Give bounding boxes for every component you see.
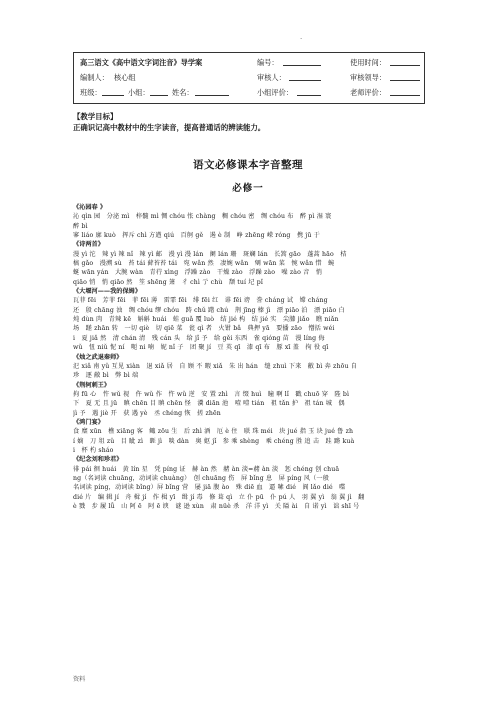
pinyin-line: 名词读 píng，动词读 bǐng）屏 bǐng 营 屡 jiā 腹 ào 殊 diē 血 逼 嗉 dié 阆 lǎo dié 喋 (73, 484, 346, 492)
pinyin-line: qiāo 悄 悄 qiāo 然 笙 shēng 箫 彳 chì 亍 chù 颓 tuí 圮 pǐ (73, 278, 264, 286)
pinyin-line: í 嫡 刀 俎 zǔ 目 眦 zì 睚 jì 啖 dàn 奥 妪 jǐ 参 乘 shèng 乘 chéng 胜 追 击 跬 蹡 kuà (73, 437, 355, 445)
group-eval-label: 小组评价： (257, 88, 293, 97)
author-label: 编制人： (80, 73, 109, 82)
name-label: 姓名： (172, 88, 194, 97)
review-leader-label: 审核领导： (350, 73, 386, 82)
section-heading: 《鸿门宴》 (73, 418, 104, 426)
pinyin-line: ng（名词读 chuāng，动词读 chuàng） 创 chuāng 伤 屏 bǐng 息 屏 píng 风（一般 (73, 474, 330, 482)
volume-subtitle: 必修一 (232, 183, 264, 194)
pinyin-line: 食 糜 xūn 樵 xiāng 客 鲰 zōu 生 后 zhì 酒 厄 è 住 联 珠 méi 块 jué 指 玉 块 jué 鲁 zh (73, 428, 354, 436)
goal-heading: 【教学目标】 (73, 112, 118, 121)
pinyin-content (73, 203, 423, 511)
pinyin-line: 蜒 wān yán 大腕 wàn 青荇 xìng 浮躁 zào 干燥 zào 浮躁 zào 噪 zào 音 悄 (73, 269, 323, 277)
pinyin-line: i 夏 jiǎ 然 清 chán 清 残 cán 头 给 jǐ 予 给 gěi 东西 雀 qióng 苗 漫 líng 侮 (73, 334, 325, 342)
section-heading: 《烛之武退秦师》 (73, 353, 123, 361)
pinyin-line: i 杯 杓 sháo (73, 446, 114, 454)
header-row-1 (80, 56, 420, 70)
section-heading: 《荆轲刺王》 (73, 381, 111, 389)
header-row-2 (80, 71, 420, 85)
section-heading: 《诗两首》 (73, 241, 104, 249)
footer-note: 资料 (73, 676, 86, 683)
goal-text: 正确识记高中教材中的生字读音，提高普通话的辨读能力。 (73, 123, 266, 132)
pinyin-line: wǔ 忸 niǔ 怩 ní 呃 ni 喃 妮 nǐ 子 团 聚 jí 豆 英 qī 漆 qī 布 豚 xī 盖 拘 役 qī (73, 344, 329, 352)
pinyin-line: 槁 gǎo 漫溯 sù 苔 tái 藓苔苔 tái 宛 wǎn 然 凄婉 wǎn 剜 wān 菜 惋 wǎn 惜 蜿 (73, 260, 335, 268)
section-heading: 《沁园春 》 (73, 204, 107, 211)
pinyin-line: 还 殷 chāng 浊 绸 chóu 缪 chóu 踌 chǔ 躇 chú 荆 jīng 榛 jì 漂 piāo 泊 漂 piāo 白 (73, 306, 345, 314)
pinyin-line: 炖 dùn 肉 青辣 kē 斛斛 huái 蛙 guǎ 覆 luò 结 jié 构 结 jié 实 尖膝 jiǎo 瞧 niǎn (73, 316, 339, 324)
pinyin-line: 下 夏 无 且 jū 瞋 chēn 目 瞋 chēn 怪 瀵 diān 池 噎 噎 tián 祖 tǎn 护 祖 tán 城 偶 (73, 400, 345, 408)
pinyin-line: 醉 bì (73, 222, 88, 230)
pinyin-line: 拘 fū 心 忤 wǔ 视 仵 wǔ 作 忤 wǔ 逆 安 置 zhì 言 缀 huì 瞳 啊 lǐ 戳 chuō 穿 陛 bì (73, 390, 350, 398)
top-mark: . (300, 33, 303, 41)
header-row-3 (80, 86, 420, 100)
pinyin-line: 珍 逐 敝 bì 弊 bì 端 (73, 372, 139, 380)
document-title: 语文必修课本字音整理 (193, 159, 303, 171)
pinyin-line: 氾 xiǎ 南 yǔ 互见 xiàn 退 xiǎ 居 自 顾 不 暇 xiǎ 朱 出 hán 缒 zhuì 下来 敝 bì 奔 zhōu 自 (73, 362, 358, 370)
reviewer-label: 审核人： (257, 73, 286, 82)
section-heading: 《纪念刘和珍君》 (73, 456, 123, 464)
pinyin-line: 寥 liáo 廓 kuò 挥斥 chì 方遒 qiú 百舸 gě 遏 è 制 峥 zhēng 嵘 róng 携 jū 于 (73, 232, 320, 240)
pinyin-line: 瓦菲 fēi 芳菲 fēi 菲 fēi 薄 雷霏 fēi 绯 fēi 红 诽 fēi 谤 誊 cháng 试 嫦 cháng (73, 297, 328, 305)
section-heading: 《大堰河——我的保姆》 (73, 288, 142, 296)
pinyin-line: è 戮 步 履 lǚ 山 阿 ē 阿 ē 谀 谜 逊 xùn 肃 nüè 杀 洋 洋 yì 关 隘 ài 自 诺 yì 诎 shī 号 (73, 503, 360, 510)
pinyin-line: 沁 qìn 园 分泌 mì 梓髓 mì 惆 chóu 怅 chàng 稠 chóu 密 绸 chóu 布 醉 pì 湿 寰 (73, 213, 332, 221)
pinyin-line: 场 蹉 zhān 转 一切 qiè 切 qiē 菜 瓮 qì 者 火钳 bǎ 典押 yā 要播 zāo 憎括 wéi (73, 325, 335, 333)
pinyin-line: 漫 yì 沱 辣 yì 辣 nǐ 辣 yì 邮 漫 yì 漫 lán 阑 lán 珊 斑斓 lán 长篙 gāo 蓬蒿 hāo 桔 (73, 250, 347, 258)
info-header-box (73, 52, 425, 104)
author-value: 核心组 (114, 73, 136, 82)
pinyin-line: jì 予 遇 jiè 开 获 遇 yè 丞 chéng 恢 搓 zhēn (73, 409, 221, 417)
worksheet-title: 高三语文《高中语文字词注音》导学案 (80, 58, 203, 67)
number-label: 编号： (257, 58, 279, 67)
group-label: 小组： (128, 88, 150, 97)
teacher-eval-label: 老师评价： (350, 88, 386, 97)
use-time-label: 使用时间： (350, 58, 386, 67)
pinyin-line: 徘 pái 徊 huái 黄 lín 星 凭 píng 证 赫 àn 然 赭 àn 淡=赭 àn 淡 惩 chéng 创 chuā (73, 465, 340, 473)
pinyin-line: dié 片 编 辑 jí 舟 楫 jí 作 楫 yī 缉 jí 毒 修 葺 qì 立 仆 pū 仆 pú 人 羽 翼 yì 翁 翼 jì 翻 (73, 493, 365, 501)
class-label: 班级： (80, 88, 102, 97)
